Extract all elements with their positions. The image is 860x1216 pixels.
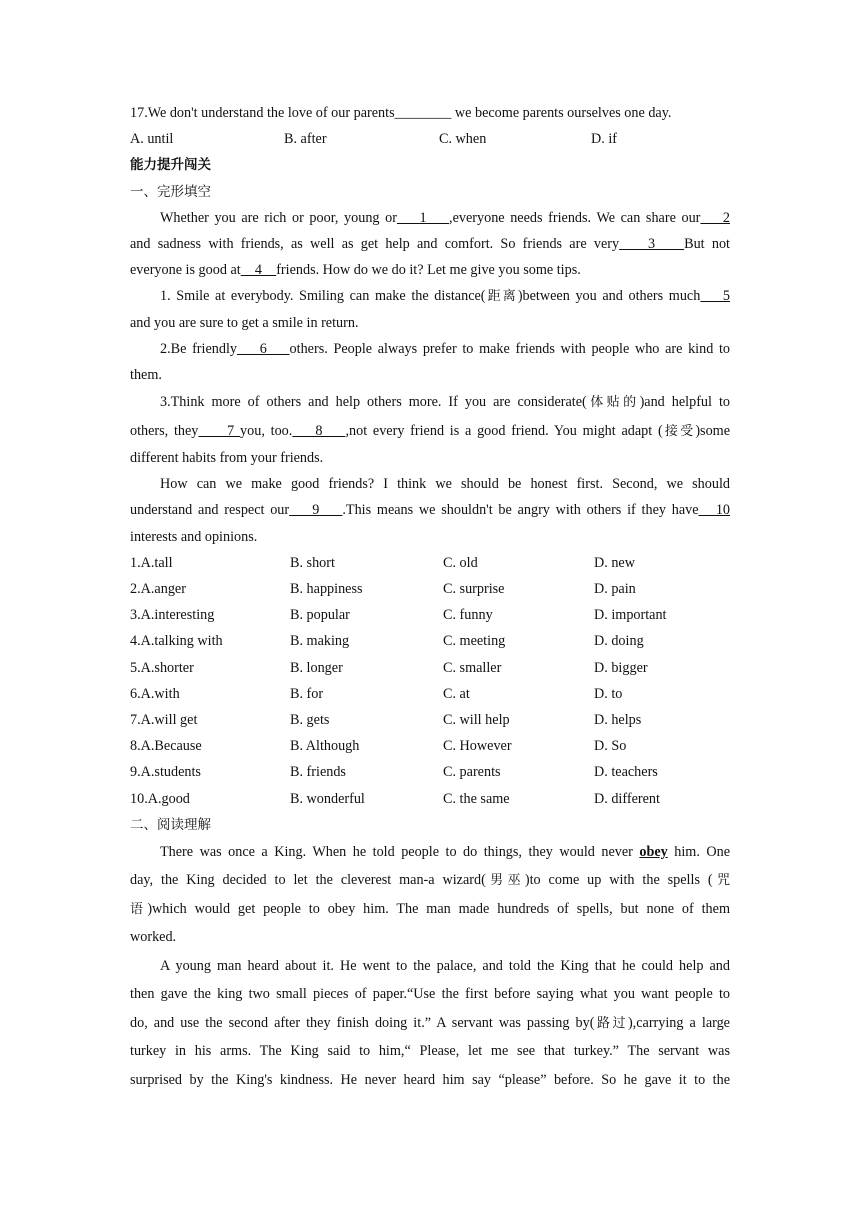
section-heading: 能力提升闯关: [130, 157, 211, 174]
reading-line: do, and use the second after they finish doing it.” A servant was passing by(路过),carrying a large: [130, 1014, 730, 1031]
option-row: 5.A.shorter B. longer C. smaller D. bigger: [130, 659, 648, 676]
reading-passage: [130, 838, 730, 1095]
reading-line: worked.: [130, 929, 177, 946]
q17-option-c: C. when: [439, 131, 487, 148]
cloze-line: 2.Be friendly 6 others. People always prefer to make friends with people who are kind to: [160, 340, 730, 357]
reading-line: A young man heard about it. He went to the palace, and told the King that he could help and: [160, 957, 730, 974]
option-row: 10.A.good B. wonderful C. the same D. different: [130, 790, 660, 807]
option-row: 4.A.talking with B. making C. meeting D. doing: [130, 633, 644, 650]
reading-line: There was once a King. When he told people to do things, they would never obey him. One: [160, 843, 730, 860]
q17-text-a: 17.We don't understand the love of our parents: [130, 105, 395, 121]
document-page: [130, 100, 730, 1094]
reading-line: day, the King decided to let the cleverest man-a wizard(男巫)to come up with the spells (咒: [130, 872, 730, 889]
reading-line: turkey in his arms. The King said to him,“ Please, let me see that turkey.” The servant was: [130, 1043, 730, 1060]
cloze-line: Whether you are rich or poor, young or 1 ,everyone needs friends. We can share our 2: [160, 209, 730, 226]
cloze-line: everyone is good at 4 friends. How do we do it? Let me give you some tips.: [130, 262, 581, 279]
blank-3: 3: [619, 235, 685, 252]
option-row: 3.A.interesting B. popular C. funny D. important: [130, 607, 667, 624]
blank-1: 1: [396, 209, 450, 226]
q17-option-a: A. until: [130, 131, 174, 148]
cloze-line: interests and opinions.: [130, 528, 258, 545]
blank-5: 5: [700, 288, 730, 305]
cloze-line: and you are sure to get a smile in return.: [130, 314, 359, 331]
q17-option-b: B. after: [284, 131, 327, 148]
cloze-options: [130, 550, 730, 812]
blank-10: 10: [698, 502, 730, 519]
cloze-line: others, they 7 you, too. 8 ,not every friend is a good friend. You might adapt (接受)some: [130, 422, 730, 439]
blank-7: 7: [198, 422, 241, 439]
cloze-line: understand and respect our 9 .This means we shouldn't be angry with others if they have 10: [130, 502, 730, 519]
section-2-title: 二、阅读理解: [130, 816, 211, 833]
option-row: 7.A.will get B. gets C. will help D. helps: [130, 711, 642, 728]
q17-text-b: we become parents ourselves one day.: [451, 105, 672, 121]
cloze-line: 3.Think more of others and help others more. If you are considerate(体贴的)and helpful to: [160, 394, 730, 411]
reading-line: surprised by the King's kindness. He never heard him say “please” before. So he gave it to the: [130, 1071, 730, 1088]
question-17-options: [130, 126, 730, 152]
question-17-stem: [130, 100, 730, 126]
option-row: 8.A.Because B. Although C. However D. So: [130, 738, 627, 755]
cloze-line: and sadness with friends, as well as get help and comfort. So friends are very 3 But not: [130, 235, 730, 252]
q17-blank: ________: [394, 105, 452, 121]
blank-6: 6: [237, 340, 290, 357]
cloze-line: them.: [130, 366, 162, 383]
cloze-passage: [130, 205, 730, 550]
blank-8: 8: [292, 422, 346, 439]
section-1-title: 一、完形填空: [130, 183, 211, 200]
option-row: 6.A.with B. for C. at D. to: [130, 685, 623, 702]
cloze-line: How can we make good friends? I think we should be honest first. Second, we should: [160, 476, 730, 493]
cloze-line: 1. Smile at everybody. Smiling can make the distance(距离)between you and others much 5: [160, 288, 730, 305]
option-row: 2.A.anger B. happiness C. surprise D. pain: [130, 581, 636, 597]
keyword-obey: obey: [639, 843, 668, 860]
blank-4: 4: [240, 262, 277, 279]
option-row: 1.A.tall B. short C. old D. new: [130, 554, 635, 571]
blank-2: 2: [700, 209, 730, 226]
q17-option-d: D. if: [591, 131, 618, 148]
cloze-line: different habits from your friends.: [130, 450, 324, 467]
option-row: 9.A.students B. friends C. parents D. teachers: [130, 764, 658, 781]
blank-9: 9: [289, 502, 343, 519]
reading-line: 语)which would get people to obey him. The man made hundreds of spells, but none of them: [130, 900, 730, 917]
reading-line: then gave the king two small pieces of paper.“Use the first before saying what you want people to: [130, 986, 730, 1003]
